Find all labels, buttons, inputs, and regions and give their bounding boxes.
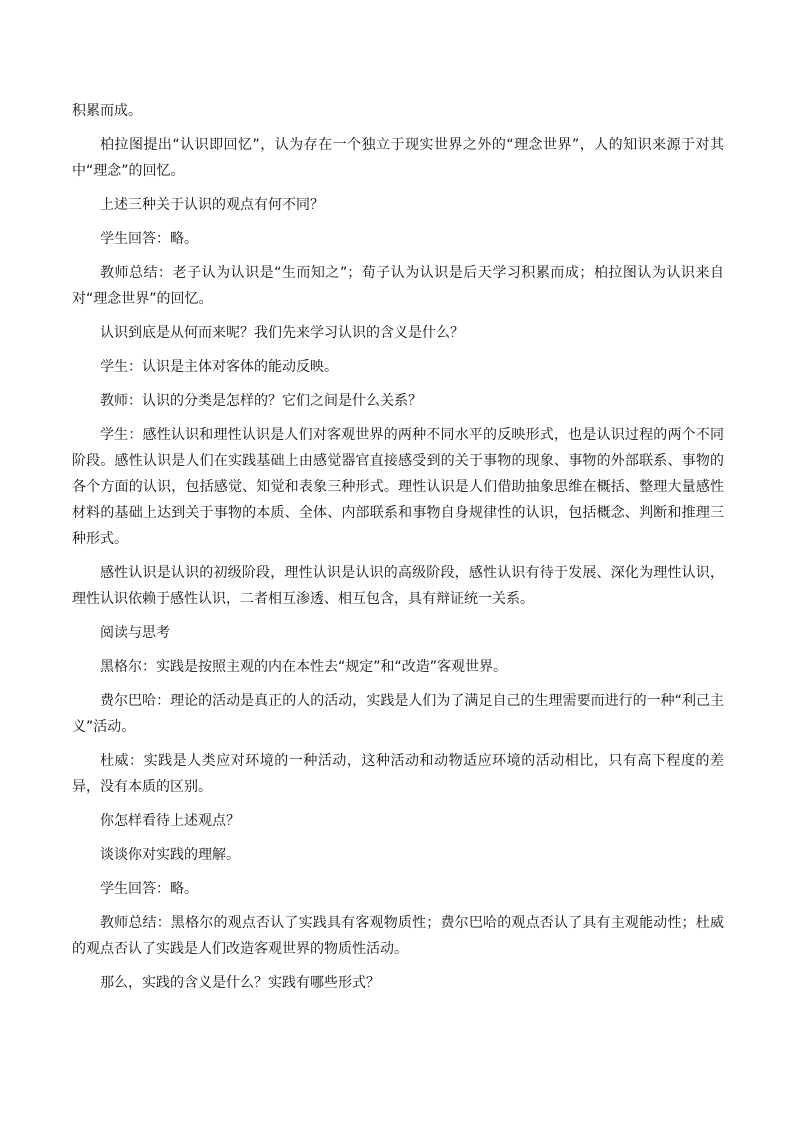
paragraph-student-definition: 学生：认识是主体对客体的能动反映。 — [100, 359, 338, 375]
paragraph-student-answer-2: 学生回答：略。 — [100, 881, 198, 897]
paragraph-student-answer-1: 学生回答：略。 — [100, 231, 198, 247]
paragraph-question-views: 你怎样看待上述观点？ — [100, 813, 240, 829]
paragraph-dewey: 杜威：实践是人类应对环境的一种活动，这种活动和动物适应环境的活动相比，只有高下程度的差异，没有本质的区别。 — [72, 753, 724, 795]
paragraph-student-classification: 学生：感性认识和理性认识是人们对客观世界的两种不同水平的反映形式，也是认识过程的两个不同阶段。感性认识是人们在实践基础上由感觉器官直接感受到的关于事物的现象、事物的外部联系、事物的各个方面的认识，包括感觉、知觉和表象三种形式。理性认识是人们借助抽象思维在概括、整理大量感性材料的基础上达到关于事物的本质、全体、内部联系和事物自身规律性的认识，包括概念、判断和推理三种形式。 — [72, 427, 724, 547]
paragraph-feuerbach: 费尔巴哈：理论的活动是真正的人的活动，实践是人们为了满足自己的生理需要而进行的一种“利己主义”活动。 — [72, 693, 724, 735]
paragraph-question-practice: 谈谈你对实践的理解。 — [100, 847, 240, 863]
paragraph-relationship: 感性认识是认识的初级阶段，理性认识是认识的高级阶段，感性认识有待于发展、深化为理性认识，理性认识依赖于感性认识，二者相互渗透、相互包含，具有辩证统一关系。 — [72, 565, 724, 607]
paragraph-continuation: 积累而成。 — [72, 103, 142, 119]
paragraph-question-three-views: 上述三种关于认识的观点有何不同？ — [100, 197, 324, 213]
paragraph-hegel: 黑格尔：实践是按照主观的内在本性去“规定”和“改造”客观世界。 — [100, 659, 508, 675]
section-heading-reading: 阅读与思考 — [100, 625, 170, 641]
paragraph-plato: 柏拉图提出“认识即回忆”，认为存在一个独立于现实世界之外的“理念世界”，人的知识来源于对其中“理念”的回忆。 — [72, 137, 724, 179]
paragraph-teacher-summary-1: 教师总结：老子认为认识是“生而知之”；荀子认为认识是后天学习积累而成；柏拉图认为认识来自对“理念世界”的回忆。 — [72, 265, 724, 307]
document-body — [72, 98, 724, 1004]
paragraph-teacher-summary-2: 教师总结：黑格尔的观点否认了实践具有客观物质性；费尔巴哈的观点否认了具有主观能动性；杜威的观点否认了实践是人们改造客观世界的物质性活动。 — [72, 915, 724, 957]
paragraph-teacher-question: 教师：认识的分类是怎样的？它们之间是什么关系？ — [100, 393, 422, 409]
paragraph-final-question: 那么，实践的含义是什么？实践有哪些形式？ — [100, 975, 380, 991]
paragraph-question-origin: 认识到底是从何而来呢？我们先来学习认识的含义是什么？ — [100, 325, 464, 341]
